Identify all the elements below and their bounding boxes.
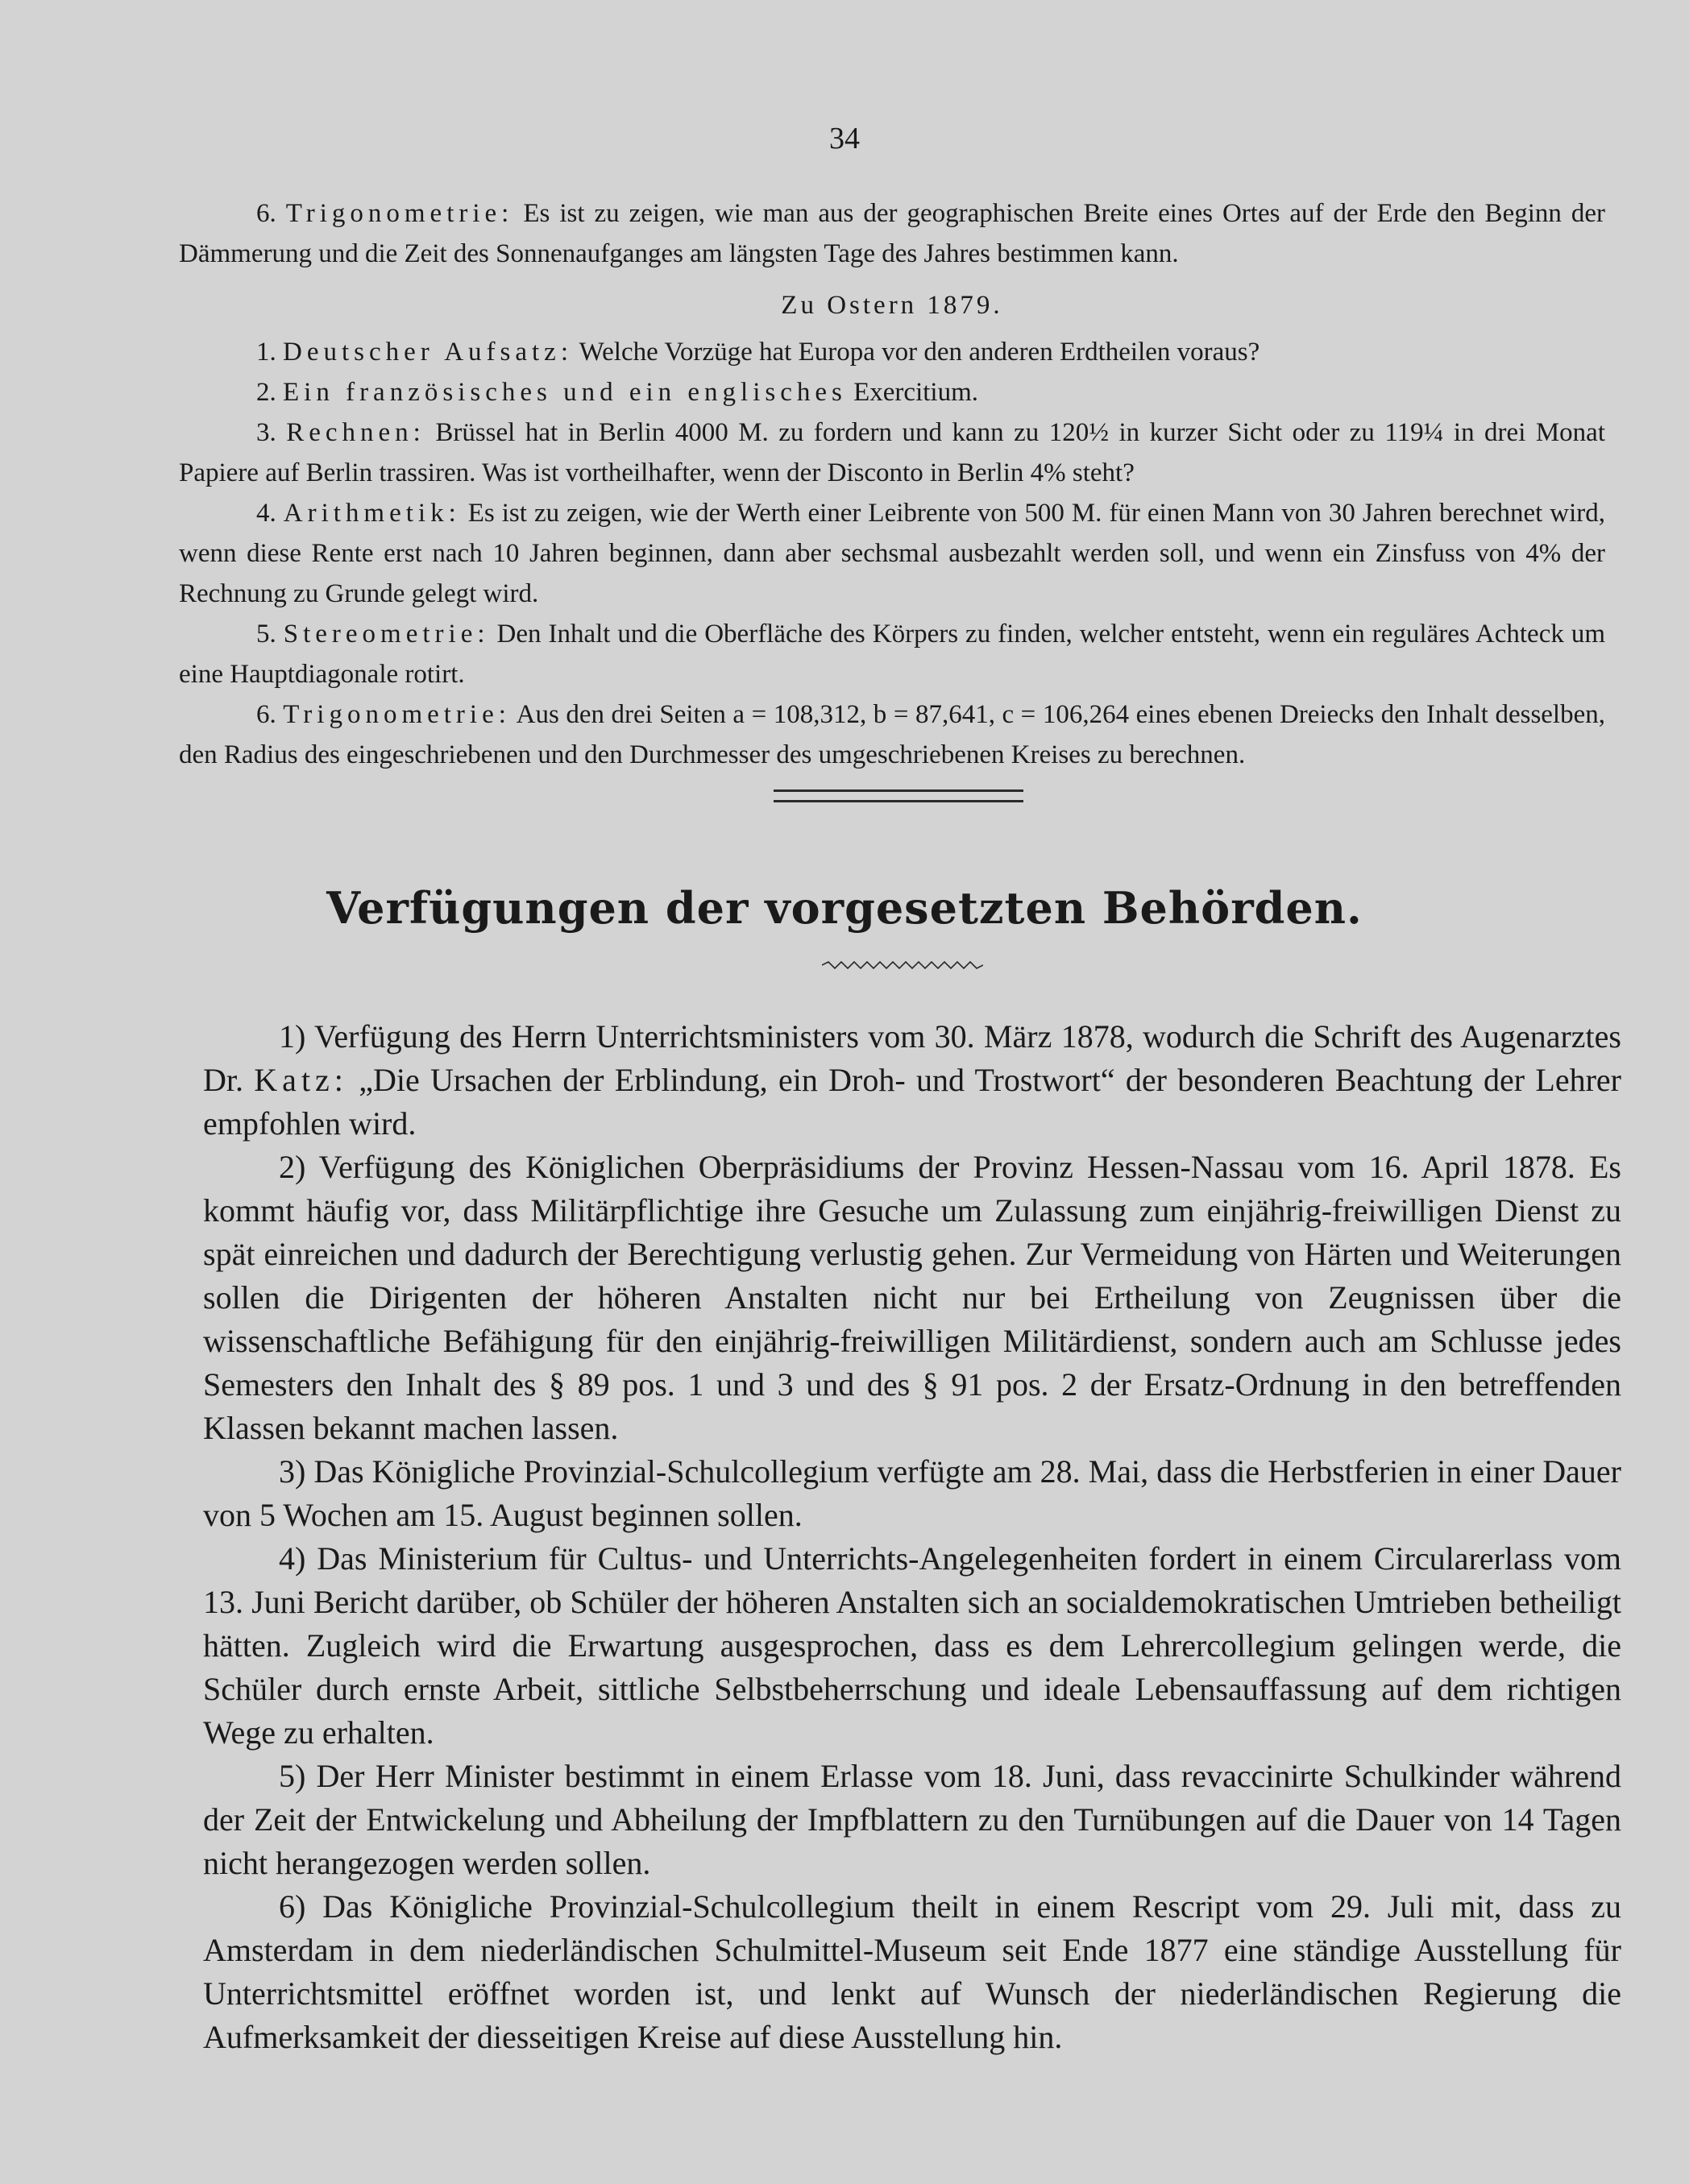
exam-item bbox=[179, 332, 1605, 372]
item-label: Trigonometrie: bbox=[283, 700, 511, 729]
ordinance-paragraph bbox=[203, 1755, 1621, 1885]
exam-item bbox=[179, 694, 1605, 775]
item-label: Arithmetik: bbox=[283, 499, 461, 528]
ordinance-paragraph bbox=[203, 1015, 1621, 1146]
item-number: 1. bbox=[256, 338, 276, 367]
ordinance-paragraph bbox=[203, 1885, 1621, 2059]
ordinance-paragraph bbox=[203, 1537, 1621, 1755]
ordinances-list bbox=[203, 1015, 1621, 2059]
item-number: 4. bbox=[256, 499, 276, 528]
item-text: Exercitium. bbox=[846, 378, 978, 407]
ornament-squiggle bbox=[822, 959, 983, 972]
item-label: Stereometrie: bbox=[283, 620, 490, 649]
item-number: 6. bbox=[256, 700, 276, 729]
item-number: 5. bbox=[256, 620, 276, 649]
page-number: 34 bbox=[829, 122, 860, 155]
paragraph-text: 6) Das Königliche Provinzial-Schulcollegium theilt in einem Rescript vom 29. Juli mit, dass zu Amsterdam in dem niederländischen Schulmittel-Museum seit Ende 1877 eine ständige Ausstellung für Unterrichtsmittel eröffnet worden ist, und lenkt auf Wunsch der niederländischen Regierung die Aufmerksamkeit der diesseitigen Kreise auf diese Ausstellung hin. bbox=[203, 1888, 1621, 2055]
item-label: Ein französisches und ein englisches bbox=[283, 378, 847, 407]
item-text: Den Inhalt und die Oberfläche des Körpers zu finden, welcher entsteht, wenn ein reguläres Achteck um eine Hauptdiagonale rotirt. bbox=[179, 620, 1605, 689]
paragraph-text: 4) Das Ministerium für Cultus- und Unterrichts-Angelegenheiten fordert in einem Circularerlass vom 13. Juni Bericht darüber, ob Schüler der höheren Anstalten sich an socialdemokratischen Umtrieben betheiligt hätten. Zugleich wird die Erwartung ausgesprochen, dass es dem Lehrercollegium gelingen werde, die Schüler durch ernste Arbeit, sittliche Selbstbeherrschung und ideale Lebensauffassung auf dem richtigen Wege zu erhalten. bbox=[203, 1540, 1621, 1751]
paragraph-text: 2) Verfügung des Königlichen Oberpräsidiums der Provinz Hessen-Nassau vom 16. April 1878. Es kommt häufig vor, dass Militärpflichtige ihre Gesuche um Zulassung zum einjährig-freiwilligen Dienst zu spät einreichen und dadurch der Berechtigung verlustig gehen. Zur Vermeidung von Härten und Weiterungen sollen die Dirigenten der höheren Anstalten nicht nur bei Ertheilung von Zeugnissen über die wissenschaftliche Befähigung für den einjährig-freiwilligen Militärdienst, sondern auch am Schlusse jedes Semesters den Inhalt des § 89 pos. 1 und 3 und des § 91 pos. 2 der Ersatz-Ordnung in den betreffenden Klassen bekannt machen lassen. bbox=[203, 1149, 1621, 1446]
author-name: Katz: bbox=[254, 1062, 348, 1098]
ordinance-paragraph bbox=[203, 1146, 1621, 1450]
exam-questions bbox=[179, 193, 1605, 775]
paragraph-text: 1) Verfügung des Herrn Unterrichtsministers vom 30. März 1878, wodurch die Schrift des Augenarztes Dr. bbox=[203, 1018, 1621, 1098]
exam-item bbox=[179, 614, 1605, 694]
item-text: Aus den drei Seiten a = 108,312, b = 87,641, c = 106,264 eines ebenen Dreiecks den Inhalt desselben, den Radius des eingeschriebenen und den Durchmesser des umgeschriebenen Kreises zu berechnen. bbox=[179, 700, 1605, 769]
exam-item bbox=[179, 493, 1605, 614]
item-text: Brüssel hat in Berlin 4000 M. zu fordern und kann zu 120½ in kurzer Sicht oder zu 119¼ in drei Monat Papiere auf Berlin trassiren. Was ist vortheilhafter, wenn der Disconto in Berlin 4% steht? bbox=[179, 418, 1605, 487]
ordinance-paragraph bbox=[203, 1450, 1621, 1537]
item-label: Trigonometrie: bbox=[285, 199, 514, 228]
double-rule-divider bbox=[774, 789, 1023, 802]
item-label: Deutscher Aufsatz: bbox=[283, 338, 573, 367]
item-label: Rechnen: bbox=[286, 418, 425, 447]
item-number: 6. bbox=[256, 199, 276, 228]
easter-heading: Zu Ostern 1879. bbox=[781, 291, 1003, 320]
paragraph-text: „Die Ursachen der Erblindung, ein Droh- und Trostwort“ der besonderen Beachtung der Lehrer empfohlen wird. bbox=[203, 1062, 1621, 1142]
item-text: Es ist zu zeigen, wie man aus der geographischen Breite eines Ortes auf der Erde den Beginn der Dämmerung und die Zeit des Sonnenaufganges am längsten Tage des Jahres bestimmen kann. bbox=[179, 199, 1605, 268]
item-number: 3. bbox=[256, 418, 276, 447]
item-number: 2. bbox=[256, 378, 276, 407]
exam-item bbox=[179, 412, 1605, 493]
item-text: Welche Vorzüge hat Europa vor den anderen Erdtheilen voraus? bbox=[573, 338, 1260, 367]
exam-item bbox=[179, 372, 1605, 412]
exam-item bbox=[179, 193, 1605, 274]
item-text: Es ist zu zeigen, wie der Werth einer Leibrente von 500 M. für einen Mann von 30 Jahren berechnet wird, wenn diese Rente erst nach 10 Jahren beginnen, dann aber sechsmal ausbezahlt werden soll, und wenn ein Zinsfuss von 4% der Rechnung zu Grunde gelegt wird. bbox=[179, 499, 1606, 608]
paragraph-text: 5) Der Herr Minister bestimmt in einem Erlasse vom 18. Juni, dass revaccinirte Schulkinder während der Zeit der Entwickelung und Abheilung der Impfblattern zu den Turnübungen auf die Dauer von 14 Tagen nicht herangezogen werden sollen. bbox=[203, 1758, 1621, 1881]
paragraph-text: 3) Das Königliche Provinzial-Schulcollegium verfügte am 28. Mai, dass die Herbstferien in einer Dauer von 5 Wochen am 15. August beginnen sollen. bbox=[203, 1453, 1621, 1533]
section-title: Verfügungen der vorgesetzten Behörden. bbox=[326, 882, 1363, 934]
